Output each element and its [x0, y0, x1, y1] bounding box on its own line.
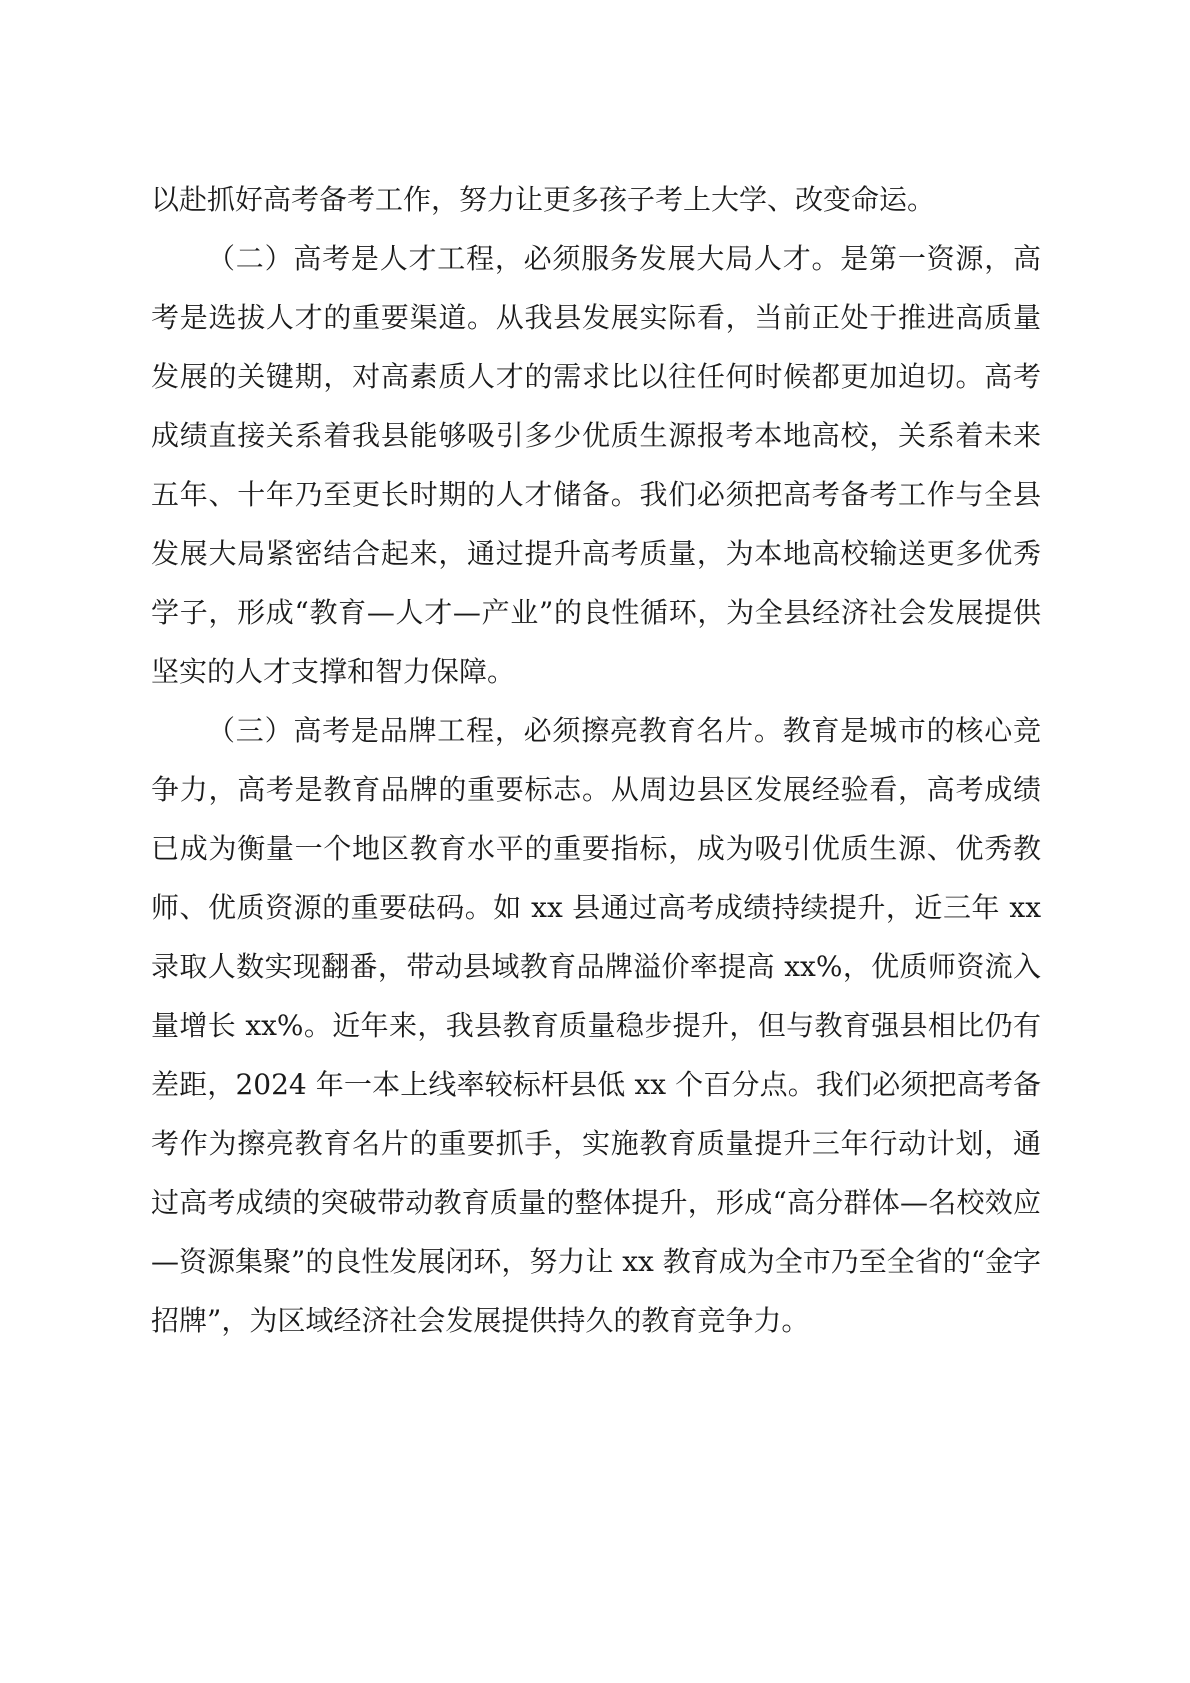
- document-body: [151, 170, 1041, 1350]
- paragraph-section-2: （二）高考是人才工程，必须服务发展大局人才。是第一资源，高考是选拔人才的重要渠道。从我县发展实际看，当前正处于推进高质量发展的关键期，对高素质人才的需求比以往任何时候都更加迫切。高考成绩直接关系着我县能够吸引多少优质生源报考本地高校，关系着未来五年、十年乃至更长时期的人才储备。我们必须把高考备考工作与全县发展大局紧密结合起来，通过提升高考质量，为本地高校输送更多优秀学子，形成“教育—人才—产业”的良性循环，为全县经济社会发展提供坚实的人才支撑和智力保障。: [151, 242, 1041, 688]
- paragraph-section-3: （三）高考是品牌工程，必须擦亮教育名片。教育是城市的核心竞争力，高考是教育品牌的重要标志。从周边县区发展经验看，高考成绩已成为衡量一个地区教育水平的重要指标，成为吸引优质生源、优秀教师、优质资源的重要砝码。如 xx 县通过高考成绩持续提升，近三年 xx 录取人数实现翻番，带动县域教育品牌溢价率提高 xx%，优质师资流入量增长 xx%。近年来，我县教育质量稳步提升，但与教育强县相比仍有差距，2024 年一本上线率较标杆县低 xx 个百分点。我们必须把高考备考作为擦亮教育名片的重要抓手，实施教育质量提升三年行动计划，通过高考成绩的突破带动教育质量的整体提升，形成“高分群体—名校效应—资源集聚”的良性发展闭环，努力让 xx 教育成为全市乃至全省的“金字招牌”，为区域经济社会发展提供持久的教育竞争力。: [151, 714, 1042, 1337]
- paragraph-continuation: 以赴抓好高考备考工作，努力让更多孩子考上大学、改变命运。: [151, 183, 936, 216]
